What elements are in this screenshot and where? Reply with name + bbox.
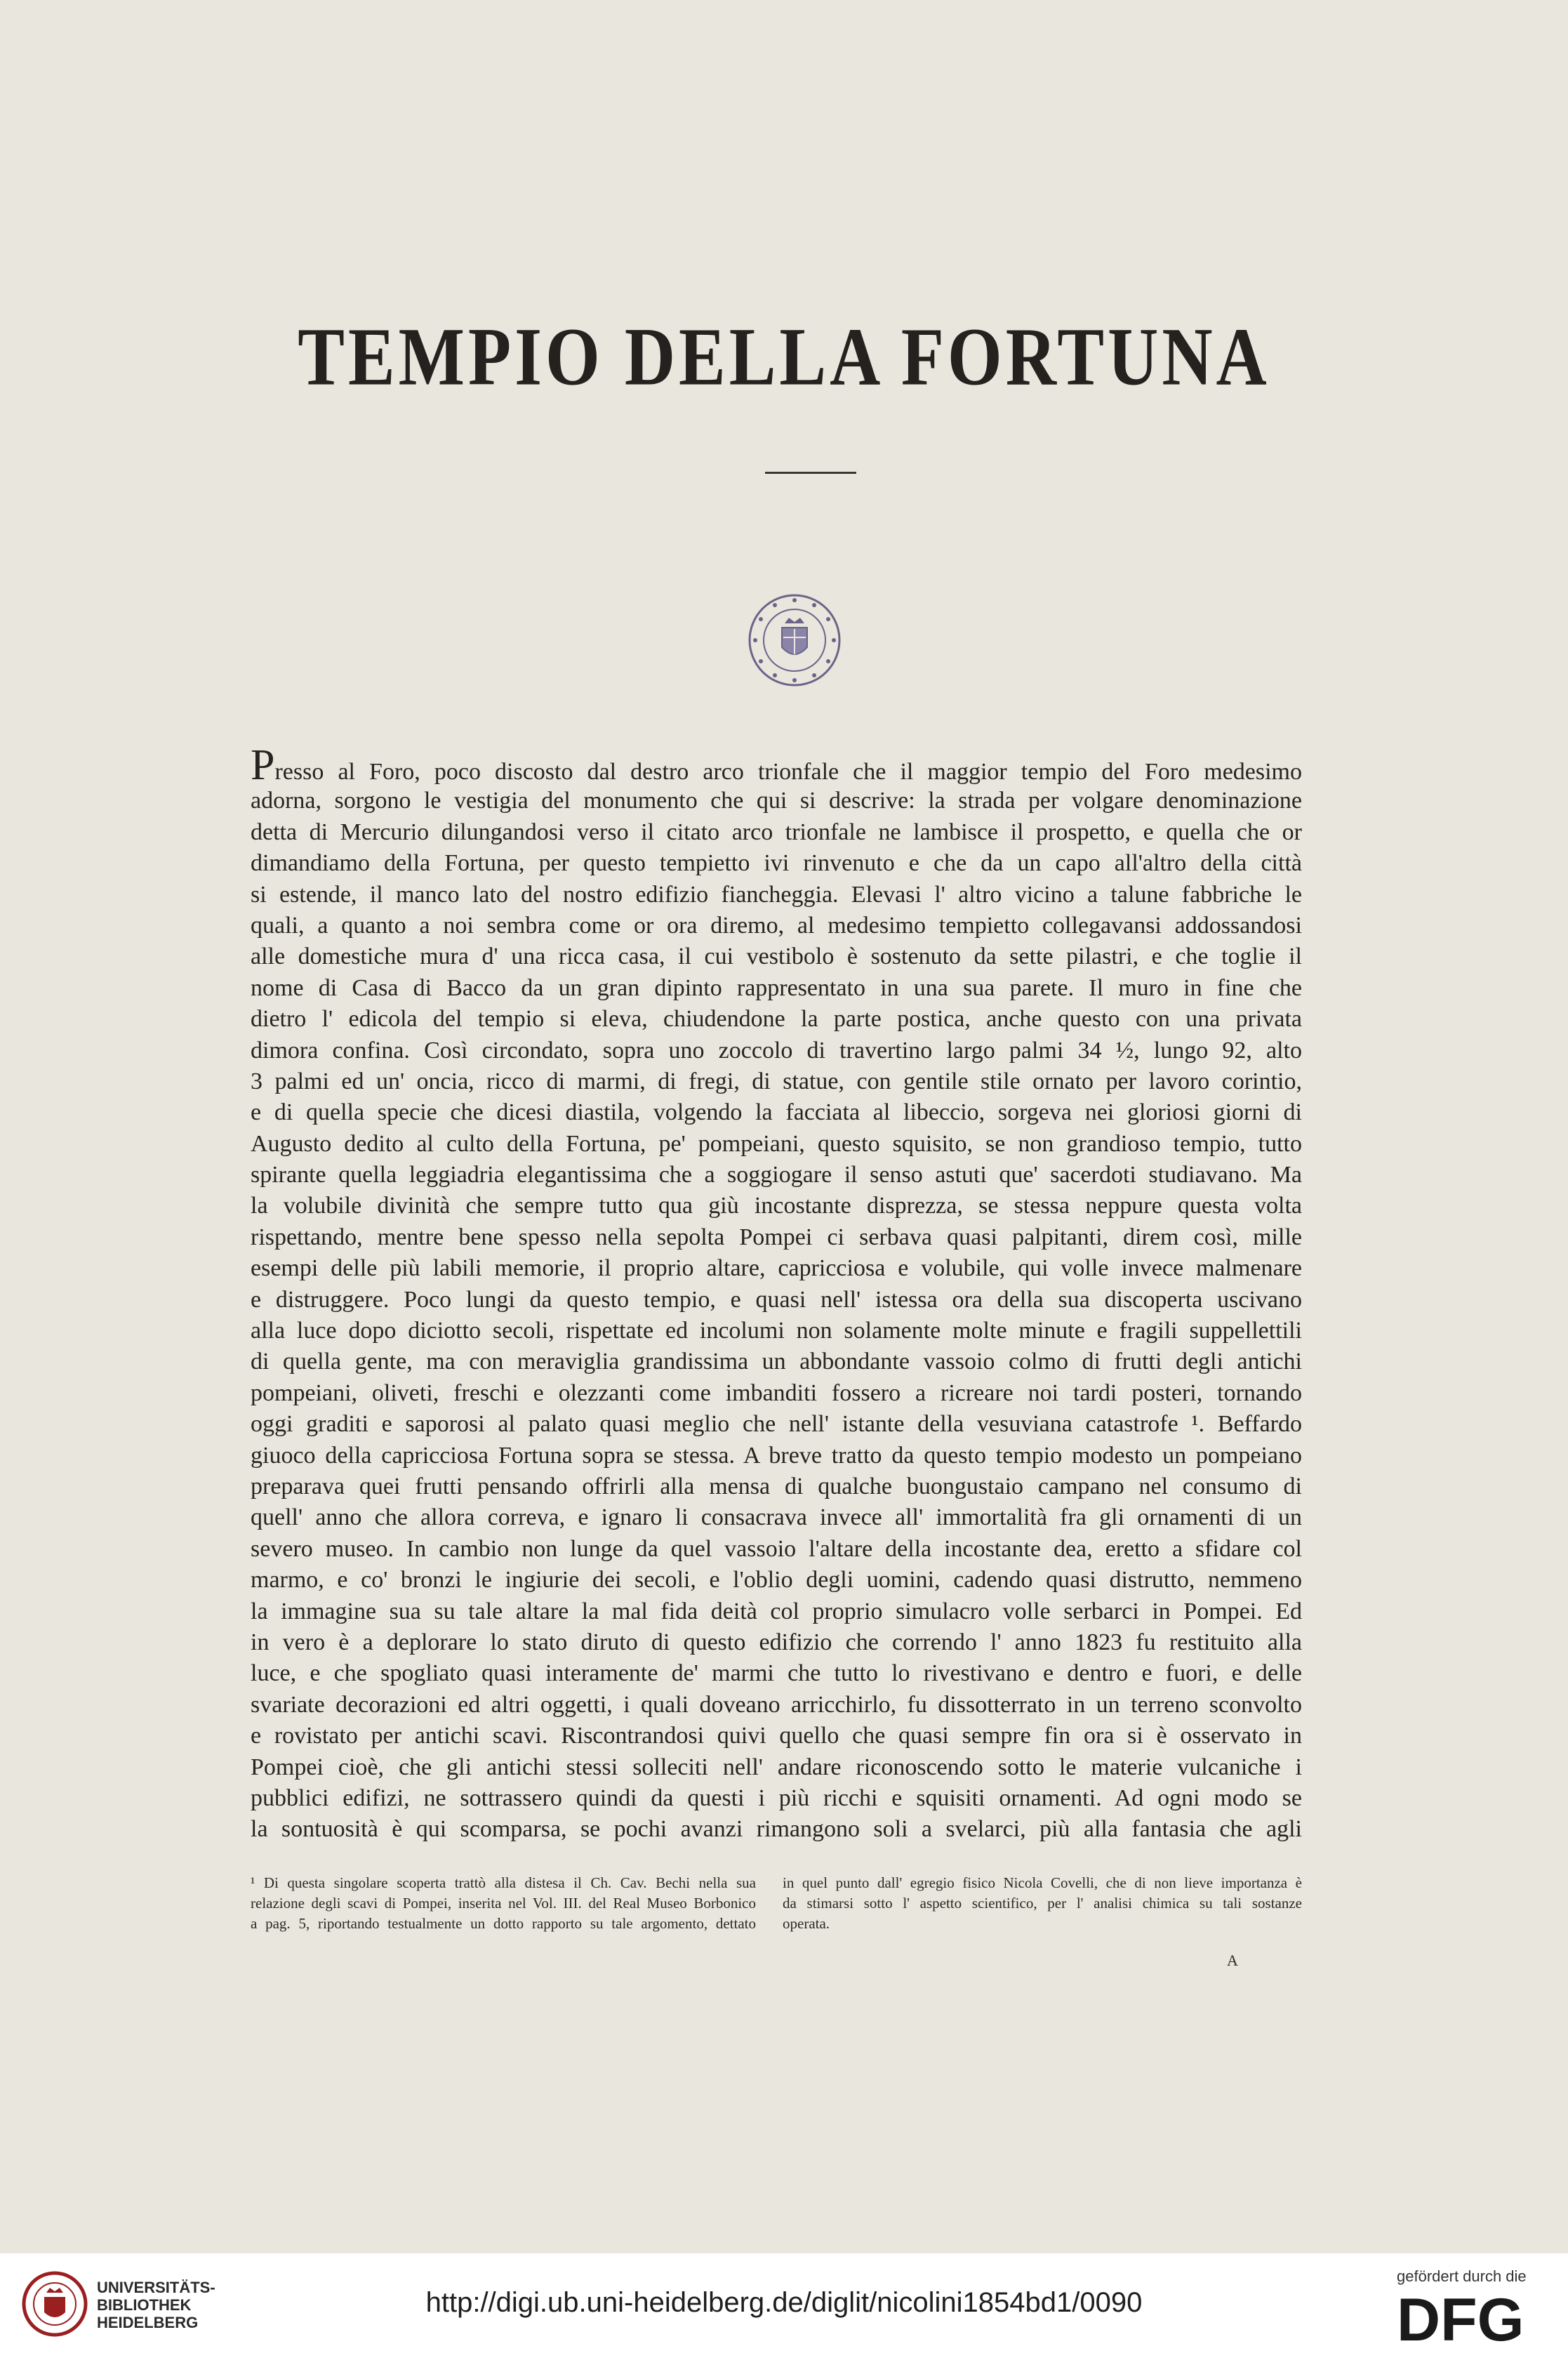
body-line: pubblici edifizi, ne sottrassero quindi da questi i più ricchi e squisiti ornamenti. Ad ogni modo se: [251, 1784, 1302, 1811]
body-line: quell' anno che allora correva, e ignaro li consacrava invece all' immortalità fra gli ornamenti di un: [251, 1504, 1302, 1531]
signature-mark: A: [1227, 1952, 1238, 1969]
body-line: la sontuosità è qui scomparsa, se pochi avanzi rimangono soli a svelarci, più alla fantasia che agli: [251, 1816, 1302, 1843]
body-line: adorna, sorgono le vestigia del monumento che qui si descrive: la strada per volgare denominazione: [251, 788, 1302, 814]
footnote-right-column: [783, 1873, 1302, 1934]
funding-note: gefördert durch die: [1397, 2267, 1527, 2285]
footnote-line: ¹ Di questa singolare scoperta trattò alla distesa il Ch. Cav. Bechi nella sua: [251, 1874, 756, 1891]
body-line: alla luce dopo diciotto secoli, rispettate ed incolumi non solamente molte minute e fragili suppellettili: [251, 1318, 1302, 1344]
body-line: quali, a quanto a noi sembra come or ora diremo, al medesimo tempietto collegavansi addossandosi: [251, 912, 1302, 939]
footnote-line: a pag. 5, riportando testualmente un dotto rapporto su tale argomento, dettato: [251, 1915, 756, 1932]
body-line: e rovistato per antichi scavi. Riscontrandosi quivi quello che quasi sempre fin ora si è osservato in: [251, 1723, 1302, 1749]
footnote-line: in quel punto dall' egregio fisico Nicola Covelli, che di non lieve importanza è: [783, 1874, 1302, 1891]
page-title: TEMPIO DELLA FORTUNA: [298, 310, 1270, 403]
body-line: in vero è a deplorare lo stato diruto di questo edifizio che correndo l' anno 1823 fu restituito alla: [251, 1629, 1302, 1655]
library-name-line: BIBLIOTHEK: [97, 2296, 192, 2314]
body-line: oggi graditi e saporosi al palato quasi meglio che nell' istante della vesuviana catastrofe ¹. Beffardo: [251, 1411, 1302, 1438]
body-line: [251, 741, 1302, 789]
permalink-url[interactable]: http://digi.ub.uni-heidelberg.de/diglit/nicolini1854bd1/0090: [425, 2287, 1143, 2318]
footnote-left-column: [251, 1873, 756, 1934]
body-line: dietro l' edicola del tempio si eleva, chiudendone la parte postica, anche questo con una privata: [251, 1006, 1302, 1033]
body-line: si estende, il manco lato del nostro edifizio fiancheggia. Elevasi l' altro vicino a talune fabbriche le: [251, 881, 1302, 908]
body-line: Pompei cioè, che gli antichi stessi solleciti nell' andare riconoscendo sotto le materie vulcaniche i: [251, 1754, 1302, 1780]
body-line: alle domestiche mura d' una ricca casa, il cui vestibolo è sostenuto da sette pilastri, e che toglie il: [251, 943, 1302, 970]
footnote-line: operata.: [783, 1915, 830, 1932]
dfg-logo-text: DFG: [1397, 2290, 1524, 2346]
dfg-logo-icon: [1397, 2290, 1544, 2346]
library-name-line: HEIDELBERG: [97, 2314, 199, 2331]
body-line: luce, e che spogliato quasi interamente de' marmi che tutto lo rivestivano e dentro e fuori, e delle: [251, 1660, 1302, 1687]
footnote-line: da stimarsi sotto l' aspetto scientifico, per l' analisi chimica su tali sostanze: [783, 1895, 1302, 1912]
body-line: rispettando, mentre bene spesso nella sepolta Pompei ci serbava quasi palpitanti, direm così, mille: [251, 1224, 1302, 1250]
body-line: nome di Casa di Bacco da un gran dipinto rappresentato in una sua parete. Il muro in fine che: [251, 974, 1302, 1001]
library-name-line: UNIVERSITÄTS-: [97, 2279, 215, 2296]
body-line-text: resso al Foro, poco discosto dal destro arco trionfale che il maggior tempio del Foro medesimo: [274, 759, 1302, 785]
body-line: di quella gente, ma con meraviglia grandissima un abbondante vassoio colmo di frutti degli antichi: [251, 1349, 1302, 1375]
body-line: dimandiamo della Fortuna, per questo tempietto ivi rinvenuto e che da un capo all'altro della città: [251, 850, 1302, 877]
body-line: e distruggere. Poco lungi da questo tempio, e quasi nell' istessa ora della sua discoperta uscivano: [251, 1286, 1302, 1313]
body-line: la volubile divinità che sempre tutto qua giù incostante disprezza, se stessa neppure questa volta: [251, 1193, 1302, 1219]
title-divider: [765, 472, 856, 474]
body-line: pompeiani, oliveti, freschi e olezzanti come imbanditi fossero a ricreare noi tardi posteri, tornando: [251, 1379, 1302, 1406]
body-line: giuoco della capricciosa Fortuna sopra se stessa. A breve tratto da questo tempio modesto un pompeiano: [251, 1442, 1302, 1469]
body-line: e di quella specie che dicesi diastila, volgendo la facciata al libeccio, sorgeva nei gloriosi giorni di: [251, 1099, 1302, 1126]
body-line: 3 palmi ed un' oncia, ricco di marmi, di fregi, di statue, con gentile stile ornato per lavoro corintio,: [251, 1068, 1302, 1094]
body-line: spirante quella leggiadria elegantissima che a soggiogare il senso astuti que' sacerdoti studiavano. Ma: [251, 1162, 1302, 1188]
body-text: [251, 741, 1302, 1846]
body-line: la immagine sua su tale altare la mal fida deità col proprio simulacro volle serbarci in Pompei. Ed: [251, 1598, 1302, 1624]
body-line: esempi delle più labili memorie, il proprio altare, capricciosa e volubile, qui volle invece malmenare: [251, 1255, 1302, 1282]
drop-cap: P: [251, 741, 275, 789]
body-line: marmo, e co' bronzi le ingiurie dei secoli, e l'oblio degli uomini, cadendo quasi distrutto, nemmeno: [251, 1567, 1302, 1594]
body-line: detta di Mercurio dilungandosi verso il citato arco trionfale ne lambisce il prospetto, e quella che or: [251, 819, 1302, 845]
body-line: preparava quei frutti pensando offrirli alla mensa di qualche buongustaio campano nel consumo di: [251, 1473, 1302, 1499]
library-stamp-icon: [745, 591, 844, 689]
body-line: dimora confina. Così circondato, sopra uno zoccolo di travertino largo palmi 34 ½, lungo 92, alto: [251, 1037, 1302, 1064]
body-line: svariate decorazioni ed altri oggetti, i quali doveano arricchirlo, fu dissotterrato in un terreno sconvolto: [251, 1691, 1302, 1718]
footnote-line: relazione degli scavi di Pompei, inserita nel Vol. III. del Real Museo Borbonico: [251, 1895, 756, 1912]
body-line: Augusto dedito al culto della Fortuna, pe' pompeiani, questo squisito, se non grandioso tempio, tutto: [251, 1130, 1302, 1157]
body-line: severo museo. In cambio non lunge da quel vassoio l'altare della incostante dea, eretto a sfidare col: [251, 1535, 1302, 1562]
